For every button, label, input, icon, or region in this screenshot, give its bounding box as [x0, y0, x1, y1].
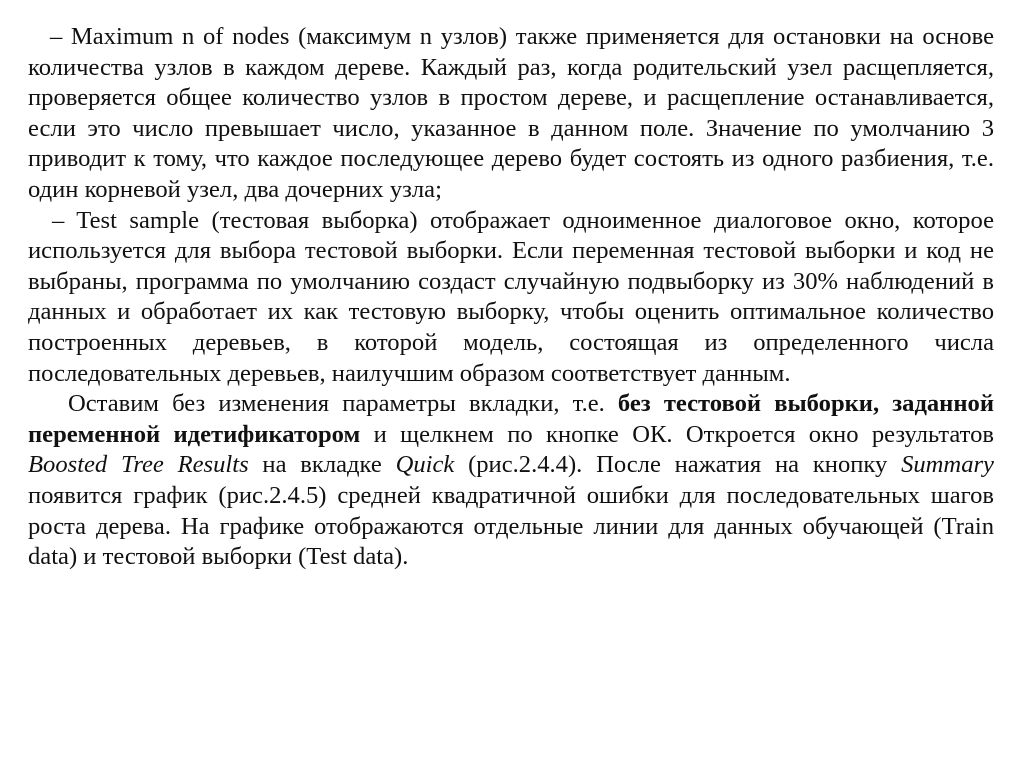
paragraph-results-text-1: Оставим без изменения параметры вкладки, т.е. — [68, 390, 618, 418]
paragraph-max-nodes — [28, 22, 994, 206]
paragraph-results-text-4: (рис.2.4.4). После нажатия на кнопку — [454, 451, 902, 479]
paragraph-results-bold: без тестовой выборки, заданной переменной идетификатором — [28, 390, 994, 448]
paragraph-max-nodes-text: – Maximum n of nodes (максимум n узлов) также применяется для остановки на основе количества узлов в каждом дереве. Каждый раз, когда родительский узел расщепляется, проверяется общее количество узлов в простом дереве, и расщепление останавливается, если это число превышает число, указанное в данном поле. Значение по умолчанию 3 приводит к тому, что каждое последующее дерево будет состоять из одного разбиения, т.е. один корневой узел, два дочерних узла; — [28, 23, 994, 203]
document-page — [28, 22, 994, 573]
quick-tab-term: Quick — [395, 451, 455, 479]
paragraph-results-text-5: появится график (рис.2.4.5) средней квадратичной ошибки для последовательных шагов роста дерева. На графике отображаются отдельные линии для данных обучающей (Train data) и тестовой выборки (Test data). — [28, 481, 994, 571]
paragraph-results-text-3: на вкладке — [248, 451, 396, 479]
paragraph-results-text-2: и щелкнем по кнопке ОК. Откроется окно результатов — [360, 420, 994, 448]
paragraph-results — [28, 389, 994, 573]
boosted-tree-results-term: Boosted Tree Results — [28, 451, 249, 479]
summary-button-term: Summary — [901, 451, 994, 479]
paragraph-test-sample-text: – Test sample (тестовая выборка) отображает одноименное диалоговое окно, которое используется для выбора тестовой выборки. Если переменная тестовой выборки и код не выбраны, программа по умолчанию создаст случайную подвыборку из 30% наблюдений в данных и обработает их как тестовую выборку, чтобы оценить оптимальное количество построенных деревьев, в которой модель, состоящая из определенного числа последовательных деревьев, наилучшим образом соответствует данным. — [28, 206, 994, 387]
paragraph-test-sample — [28, 206, 994, 390]
